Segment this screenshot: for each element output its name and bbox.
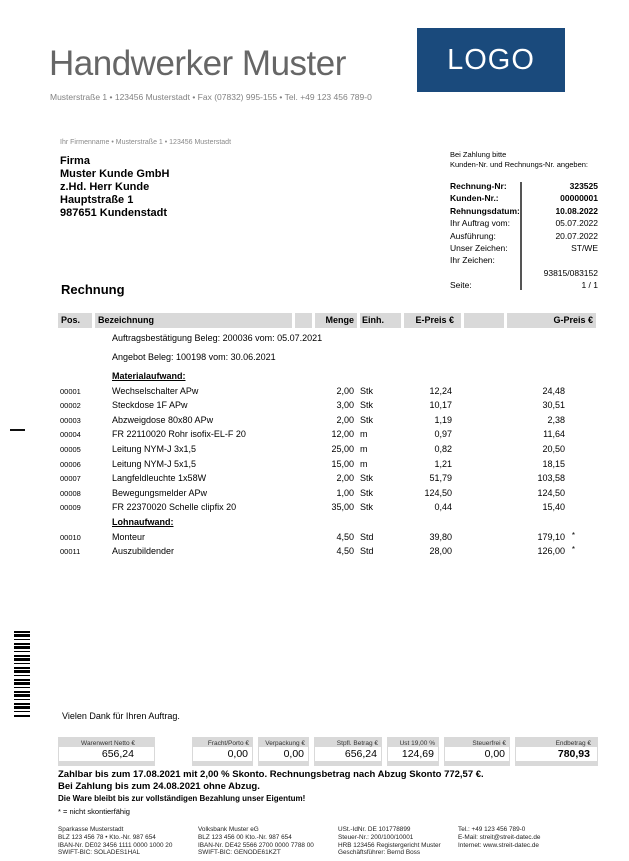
sender-return-address: Ihr Firmenname • Musterstraße 1 • 123456 Musterstadt bbox=[60, 139, 232, 146]
info-row-label: Ausführung: bbox=[450, 230, 496, 241]
cell-pos: 00008 bbox=[60, 488, 81, 498]
cell-pos: 00004 bbox=[60, 430, 81, 440]
info-row-value: 10.08.2022 bbox=[555, 205, 598, 216]
barcode bbox=[14, 631, 30, 718]
info-row bbox=[450, 255, 598, 266]
recipient-block bbox=[60, 155, 169, 220]
column-header-quantity: Menge bbox=[315, 313, 357, 328]
info-row bbox=[450, 218, 598, 229]
cell-total-price: 11,64 bbox=[543, 429, 565, 440]
cell-unit: Stk bbox=[360, 487, 374, 498]
footer-line: USt.-IdNr. DE 101778899 bbox=[338, 826, 411, 833]
total-label: Stpfl. Betrag € bbox=[336, 740, 378, 747]
cell-quantity: 2,00 bbox=[336, 414, 354, 425]
cell-unit-price: 0,97 bbox=[434, 429, 452, 440]
cell-pos: 00009 bbox=[60, 503, 81, 513]
table-row bbox=[58, 444, 598, 458]
column-header-description: Bezeichnung bbox=[95, 313, 292, 328]
total-value: 124,69 bbox=[388, 747, 438, 761]
info-row-label: Seite: bbox=[450, 280, 472, 291]
cell-pos: 00001 bbox=[60, 386, 81, 396]
recipient-line: z.Hd. Herr Kunde bbox=[60, 181, 150, 193]
table-row bbox=[58, 429, 598, 443]
info-row bbox=[450, 206, 598, 217]
cell-unit: m bbox=[360, 444, 368, 454]
cell-unit-price: 39,80 bbox=[429, 531, 452, 542]
cell-description: Leitung NYM-J 5x1,5 bbox=[112, 458, 197, 469]
cell-total-price: 30,51 bbox=[542, 400, 565, 411]
info-row bbox=[450, 268, 598, 279]
cell-unit-price: 0,44 bbox=[434, 502, 452, 513]
footer-column bbox=[338, 826, 441, 857]
cell-total-price: 20,50 bbox=[542, 444, 565, 454]
footer-line: Tel.: +49 123 456 789-0 bbox=[458, 826, 526, 833]
cell-description: Steckdose 1F APw bbox=[112, 400, 188, 411]
table-section-heading: Materialaufwand: bbox=[112, 371, 186, 381]
info-row bbox=[450, 243, 598, 254]
info-row bbox=[450, 193, 598, 204]
column-header-unit-price: E-Preis € bbox=[404, 313, 461, 328]
info-divider bbox=[520, 182, 522, 290]
column-header-total-price: G-Preis € bbox=[507, 313, 596, 328]
total-label: Ust 19,00 % bbox=[399, 740, 435, 747]
footer-line: IBAN-Nr. DE42 5566 2700 0000 7788 00 bbox=[198, 841, 314, 849]
footer-column bbox=[58, 826, 172, 857]
total-cell bbox=[444, 737, 510, 766]
footer-column bbox=[198, 826, 314, 857]
total-label: Endbetrag € bbox=[555, 740, 591, 747]
company-name: Handwerker Muster bbox=[49, 44, 346, 83]
table-row bbox=[58, 415, 598, 429]
footer-line: Steuer-Nr.: 200/100/10001 bbox=[338, 833, 414, 841]
footer-line: Sparkasse Musterstadt bbox=[58, 826, 124, 833]
cell-description: Auszubildender bbox=[112, 546, 175, 557]
info-row-value: 00000001 bbox=[560, 193, 598, 204]
cell-total-price: 179,10 bbox=[537, 531, 565, 542]
footer-line: IBAN-Nr. DE02 3456 1111 0000 1000 20 bbox=[58, 841, 173, 849]
info-row-value: 05.07.2022 bbox=[555, 218, 598, 229]
payment-note-line: Bei Zahlung bitte bbox=[450, 150, 507, 159]
recipient-line: Muster Kunde GmbH bbox=[60, 168, 170, 180]
logo bbox=[417, 28, 565, 92]
cell-quantity: 3,00 bbox=[336, 400, 354, 411]
totals-band bbox=[58, 737, 598, 766]
order-confirmation-reference: Auftragsbestätigung Beleg: 200036 vom: 05.07.2021 bbox=[112, 333, 323, 343]
payment-terms-net: Bei Zahlung bis zum 24.08.2021 ohne Abzug. bbox=[58, 781, 260, 792]
recipient-line: 987651 Kundenstadt bbox=[60, 207, 167, 219]
column-header-pos: Pos. bbox=[58, 313, 92, 328]
total-label: Fracht/Porto € bbox=[207, 740, 249, 747]
document-title: Rechnung bbox=[61, 282, 125, 297]
table-header bbox=[58, 313, 598, 328]
table-row bbox=[58, 546, 598, 560]
cell-description: Bewegungsmelder APw bbox=[112, 487, 208, 498]
cell-description: Leitung NYM-J 3x1,5 bbox=[112, 444, 197, 454]
info-row bbox=[450, 231, 598, 242]
cell-quantity: 25,00 bbox=[331, 444, 354, 454]
footer-line: Volksbank Muster eG bbox=[198, 826, 259, 833]
cell-unit-price: 10,17 bbox=[429, 400, 452, 411]
cell-description: Wechselschalter APw bbox=[112, 385, 199, 396]
column-header-unit: Einh. bbox=[360, 313, 401, 328]
info-row-value: 1 / 1 bbox=[581, 280, 598, 291]
table-row bbox=[58, 473, 598, 487]
recipient-line: Hauptstraße 1 bbox=[60, 194, 134, 206]
table-row bbox=[58, 459, 598, 473]
info-row-label: Unser Zeichen: bbox=[450, 243, 508, 253]
thank-you-line: Vielen Dank für Ihren Auftrag. bbox=[62, 711, 180, 721]
total-value: 656,24 bbox=[59, 747, 154, 761]
cell-unit-price: 0,82 bbox=[434, 444, 452, 454]
total-value: 780,93 bbox=[516, 747, 597, 761]
info-row-value: 323525 bbox=[569, 181, 598, 191]
cell-quantity: 4,50 bbox=[336, 531, 354, 542]
cell-quantity: 2,00 bbox=[336, 385, 354, 396]
info-row-value: ST/WE bbox=[571, 243, 598, 253]
cell-unit: Std bbox=[360, 546, 374, 557]
footer-line: Geschäftsführer: Bernd Boss bbox=[338, 849, 421, 857]
cell-unit-price: 1,19 bbox=[434, 414, 452, 425]
cell-pos: 00006 bbox=[60, 459, 81, 469]
total-value: 0,00 bbox=[193, 747, 252, 761]
total-label: Verpackung € bbox=[265, 740, 305, 747]
cell-unit: m bbox=[360, 429, 368, 440]
table-rows bbox=[58, 371, 598, 571]
total-value: 656,24 bbox=[315, 747, 381, 761]
total-label: Steuerfrei € bbox=[472, 740, 506, 747]
cell-quantity: 2,00 bbox=[336, 473, 354, 484]
info-row bbox=[450, 181, 598, 192]
cell-pos: 00005 bbox=[60, 445, 81, 454]
cell-pos: 00002 bbox=[60, 401, 81, 411]
cell-unit: Stk bbox=[360, 502, 374, 513]
cell-pos: 00010 bbox=[60, 532, 81, 542]
cell-description: Langfeldleuchte 1x58W bbox=[112, 473, 207, 484]
footer-column bbox=[458, 826, 541, 849]
cell-quantity: 35,00 bbox=[331, 502, 354, 513]
skonto-footnote: * = nicht skontierfähig bbox=[58, 807, 130, 816]
info-row-label: Rehnungsdatum: bbox=[450, 205, 520, 216]
total-cell bbox=[515, 737, 598, 766]
total-cell bbox=[258, 737, 309, 766]
recipient-line: Firma bbox=[60, 155, 90, 167]
cell-unit-price: 12,24 bbox=[429, 385, 452, 396]
info-row-label: Rechnung-Nr: bbox=[450, 181, 507, 191]
info-row-label: Kunden-Nr.: bbox=[450, 193, 499, 204]
info-row-label: Ihr Zeichen: bbox=[450, 255, 495, 266]
cell-description: Abzweigdose 80x80 APw bbox=[112, 414, 214, 425]
cell-total-price: 103,58 bbox=[537, 473, 565, 484]
payment-note-line: Kunden-Nr. und Rechnungs-Nr. angeben: bbox=[450, 159, 589, 169]
cell-unit: Stk bbox=[360, 400, 374, 411]
total-cell bbox=[58, 737, 155, 766]
payment-terms-skonto: Zahlbar bis zum 17.08.2021 mit 2,00 % Skonto. Rechnungsbetrag nach Abzug Skonto 772,57 €. bbox=[58, 769, 484, 780]
table-row bbox=[58, 488, 598, 502]
column-header-spacer bbox=[464, 313, 504, 328]
fold-mark bbox=[10, 429, 25, 431]
total-value: 0,00 bbox=[259, 747, 308, 761]
footer-line: BLZ 123 456 00 Kto.-Nr. 987 654 bbox=[198, 833, 292, 841]
total-cell bbox=[387, 737, 439, 766]
cell-total-price: 126,00 bbox=[537, 546, 565, 557]
footer-line: Internet: www.streit-datec.de bbox=[458, 841, 539, 849]
logo-text: LOGO bbox=[447, 43, 535, 76]
table-section-heading: Lohnaufwand: bbox=[112, 517, 174, 527]
cell-unit: Std bbox=[360, 531, 374, 542]
cell-star-marker: * bbox=[571, 530, 575, 540]
cell-total-price: 15,40 bbox=[542, 502, 565, 513]
table-row bbox=[58, 532, 598, 546]
cell-description: Monteur bbox=[112, 531, 146, 542]
cell-total-price: 24,48 bbox=[542, 385, 565, 396]
cell-unit-price: 1,21 bbox=[434, 458, 452, 469]
cell-description: FR 22110020 Rohr isofix-EL-F 20 bbox=[112, 429, 246, 440]
cell-quantity: 15,00 bbox=[331, 458, 354, 469]
cell-quantity: 12,00 bbox=[331, 429, 354, 440]
cell-total-price: 124,50 bbox=[537, 487, 565, 498]
cell-unit: Stk bbox=[360, 414, 374, 425]
cell-quantity: 4,50 bbox=[336, 546, 354, 557]
cell-total-price: 2,38 bbox=[547, 414, 565, 425]
cell-unit-price: 28,00 bbox=[429, 546, 452, 557]
cell-quantity: 1,00 bbox=[336, 487, 354, 498]
table-row bbox=[58, 400, 598, 414]
retention-of-title-note: Die Ware bleibt bis zur vollständigen Bezahlung unser Eigentum! bbox=[58, 794, 306, 803]
cell-unit: Stk bbox=[360, 385, 374, 396]
cell-description: FR 22370020 Schelle clipfix 20 bbox=[112, 502, 237, 513]
total-cell bbox=[314, 737, 382, 766]
info-row-label: Ihr Auftrag vom: bbox=[450, 218, 510, 229]
total-value: 0,00 bbox=[445, 747, 509, 761]
table-row bbox=[58, 386, 598, 400]
total-label: Warenwert Netto € bbox=[81, 740, 135, 747]
footer-line: E-Mail: streit@streit-datec.de bbox=[458, 833, 541, 841]
cell-unit: m bbox=[360, 458, 368, 469]
cell-unit: Stk bbox=[360, 473, 374, 484]
info-rows bbox=[450, 181, 598, 293]
footer-line: SWIFT-BIC: GENODE61KZT bbox=[198, 849, 281, 857]
column-header-spacer bbox=[295, 313, 312, 328]
cell-pos: 00011 bbox=[60, 547, 81, 557]
info-row-value: 20.07.2022 bbox=[555, 230, 598, 241]
payment-note bbox=[450, 150, 588, 169]
cell-pos: 00003 bbox=[60, 415, 81, 425]
total-cell bbox=[192, 737, 253, 766]
footer-line: SWIFT-BIC: SOLADES1HAL bbox=[58, 849, 141, 857]
footer-line: BLZ 123 456 78 • Kto.-Nr. 987 654 bbox=[58, 833, 156, 841]
offer-reference: Angebot Beleg: 100198 vom: 30.06.2021 bbox=[112, 352, 276, 362]
info-row bbox=[450, 280, 598, 291]
footer-line: HRB 123456 Registergericht Muster bbox=[338, 841, 441, 849]
company-address-line: Musterstraße 1 • 123456 Musterstadt • Fax (07832) 995-155 • Tel. +49 123 456 789-0 bbox=[50, 92, 372, 102]
cell-unit-price: 51,79 bbox=[429, 473, 452, 484]
cell-pos: 00007 bbox=[60, 474, 81, 484]
cell-unit-price: 124,50 bbox=[424, 487, 452, 498]
table-row bbox=[58, 502, 598, 516]
info-row-value: 93815/083152 bbox=[543, 267, 598, 278]
cell-total-price: 18,15 bbox=[542, 458, 565, 469]
cell-star-marker: * bbox=[571, 545, 575, 555]
